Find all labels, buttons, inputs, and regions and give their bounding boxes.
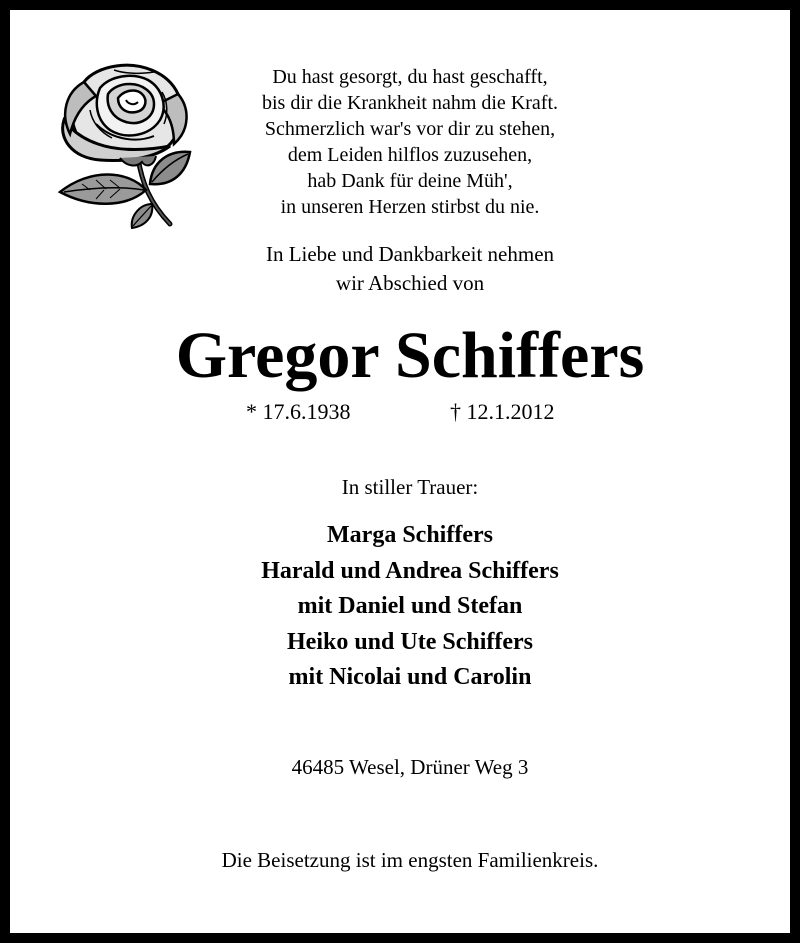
birth-date: * 17.6.1938: [246, 399, 351, 424]
intro-line-1: In Liebe und Dankbarkeit nehmen: [265, 242, 555, 266]
mourner-line: Heiko und Ute Schiffers: [287, 628, 533, 655]
poem-line: bis dir die Krankheit nahm die Kraft.: [261, 92, 559, 114]
rose-icon: [50, 58, 200, 230]
poem-line: dem Leiden hilflos zuzusehen,: [287, 144, 533, 166]
mourner-line: mit Daniel und Stefan: [297, 593, 523, 619]
mourner-line: Marga Schiffers: [327, 522, 493, 548]
poem-line: in unseren Herzen stirbst du nie.: [280, 196, 540, 218]
intro-line-2: wir Abschied von: [335, 271, 485, 295]
mourner-line: mit Nicolai und Carolin: [288, 664, 532, 690]
mourner-line: Harald und Andrea Schiffers: [261, 557, 559, 584]
mourners-list: [10, 518, 800, 696]
poem-line: Du hast gesorgt, du hast geschafft,: [272, 66, 548, 88]
family-address: 46485 Wesel, Drüner Weg 3: [291, 755, 529, 779]
deceased-name: Gregor Schiffers: [175, 319, 645, 392]
farewell-intro: [10, 240, 800, 298]
burial-note: Die Beisetzung ist im engsten Familienkreis.: [221, 848, 599, 872]
poem-line: Schmerzlich war's vor dir zu stehen,: [264, 118, 556, 140]
poem: [210, 64, 610, 220]
mourning-heading: In stiller Trauer:: [341, 475, 479, 499]
death-date: † 12.1.2012: [450, 399, 555, 424]
poem-line: hab Dank für deine Müh',: [307, 170, 513, 192]
